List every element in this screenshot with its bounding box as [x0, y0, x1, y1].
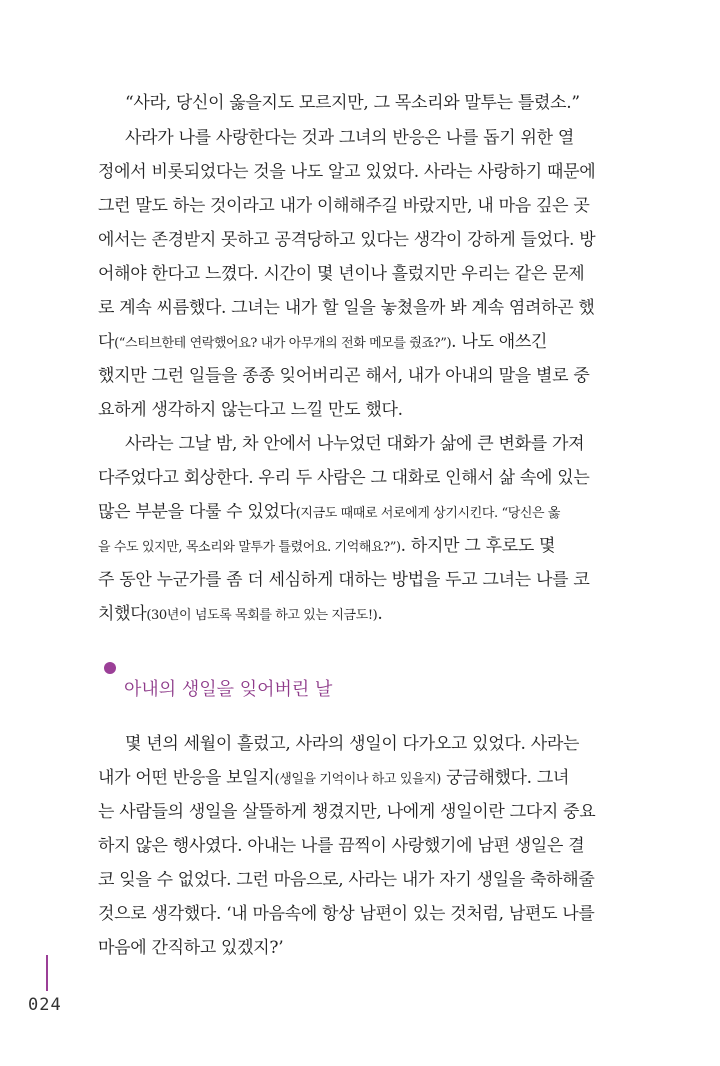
body-line: 코 잊을 수 없었다. 그런 마음으로, 사라는 내가 자기 생일을 축하해줄 — [98, 870, 595, 890]
body-text: 다 — [98, 332, 115, 352]
parenthetical-note: (30년이 넘도록 목회를 하고 있는 지금도!) — [146, 608, 378, 623]
parenthetical-note: (“스티브한테 연락했어요? 내가 아무개의 전화 메모를 줬죠?”) — [114, 336, 452, 351]
body-text: . — [377, 604, 383, 624]
page-number: 024 — [28, 995, 62, 1015]
body-text: 많은 부분을 다룰 수 있었다 — [98, 502, 296, 522]
body-line — [98, 531, 598, 561]
body-text: 내가 어떤 반응을 보일지 — [98, 768, 275, 788]
body-text: . 하지만 그 후로도 몇 — [400, 536, 556, 556]
body-line: 는 사람들의 생일을 살뜰하게 챙겼지만, 나에게 생일이란 그다지 중요 — [98, 802, 596, 822]
body-line: 다주었다고 회상한다. 우리 두 사람은 그 대화로 인해서 삶 속에 있는 — [98, 468, 590, 488]
body-line: 로 계속 씨름했다. 그녀는 내가 할 일을 놓쳤을까 봐 계속 염려하곤 했 — [98, 298, 595, 318]
body-line: 사라는 그날 밤, 차 안에서 나누었던 대화가 삶에 큰 변화를 가져 — [125, 434, 585, 454]
body-line: 주 동안 누군가를 좀 더 세심하게 대하는 방법을 두고 그녀는 나를 코 — [98, 570, 590, 590]
body-line — [98, 763, 598, 793]
section-bullet-icon — [104, 662, 116, 674]
body-line: “사라, 당신이 옳을지도 모르지만, 그 목소리와 말투는 틀렸소.” — [125, 93, 580, 113]
section-heading: 아내의 생일을 잊어버린 날 — [124, 679, 333, 700]
body-text: 궁금해했다. 그녀 — [440, 768, 570, 788]
body-line: 하지 않은 행사였다. 아내는 나를 끔찍이 사랑했기에 남편 생일은 결 — [98, 836, 585, 856]
body-line: 것으로 생각했다. ‘내 마음속에 항상 남편이 있는 것처럼, 남편도 나를 — [98, 904, 595, 924]
body-text: 치했다 — [98, 604, 147, 624]
body-line: 요하게 생각하지 않는다고 느낄 만도 했다. — [98, 400, 403, 420]
parenthetical-note: 을 수도 있지만, 목소리와 말투가 틀렸어요. 기억해요?”) — [98, 540, 401, 555]
body-line: 마음에 간직하고 있겠지?’ — [98, 938, 284, 958]
body-line: 에서는 존경받지 못하고 공격당하고 있다는 생각이 강하게 들었다. 방 — [98, 230, 596, 250]
body-line — [98, 497, 598, 527]
page-number-rule — [46, 955, 48, 991]
body-line: 어해야 한다고 느꼈다. 시간이 몇 년이나 흘렀지만 우리는 같은 문제 — [98, 264, 585, 284]
body-line: 몇 년의 세월이 흘렀고, 사라의 생일이 다가오고 있었다. 사라는 — [125, 734, 580, 754]
body-text: . 나도 애쓰긴 — [451, 332, 548, 352]
body-line: 사라가 나를 사랑한다는 것과 그녀의 반응은 나를 돕기 위한 열 — [125, 128, 574, 148]
body-line — [98, 327, 598, 357]
body-line: 했지만 그런 일들을 종종 잊어버리곤 해서, 내가 아내의 말을 별로 중 — [98, 366, 590, 386]
body-line: 그런 말도 하는 것이라고 내가 이해해주길 바랐지만, 내 마음 깊은 곳 — [98, 196, 590, 216]
parenthetical-note: (생일을 기억이나 하고 있을지) — [274, 772, 441, 787]
body-line — [98, 599, 598, 629]
parenthetical-note: (지금도 때때로 서로에게 상기시킨다. “당신은 옳 — [295, 506, 561, 521]
body-line: 정에서 비롯되었다는 것을 나도 알고 있었다. 사라는 사랑하기 때문에 — [98, 162, 596, 182]
